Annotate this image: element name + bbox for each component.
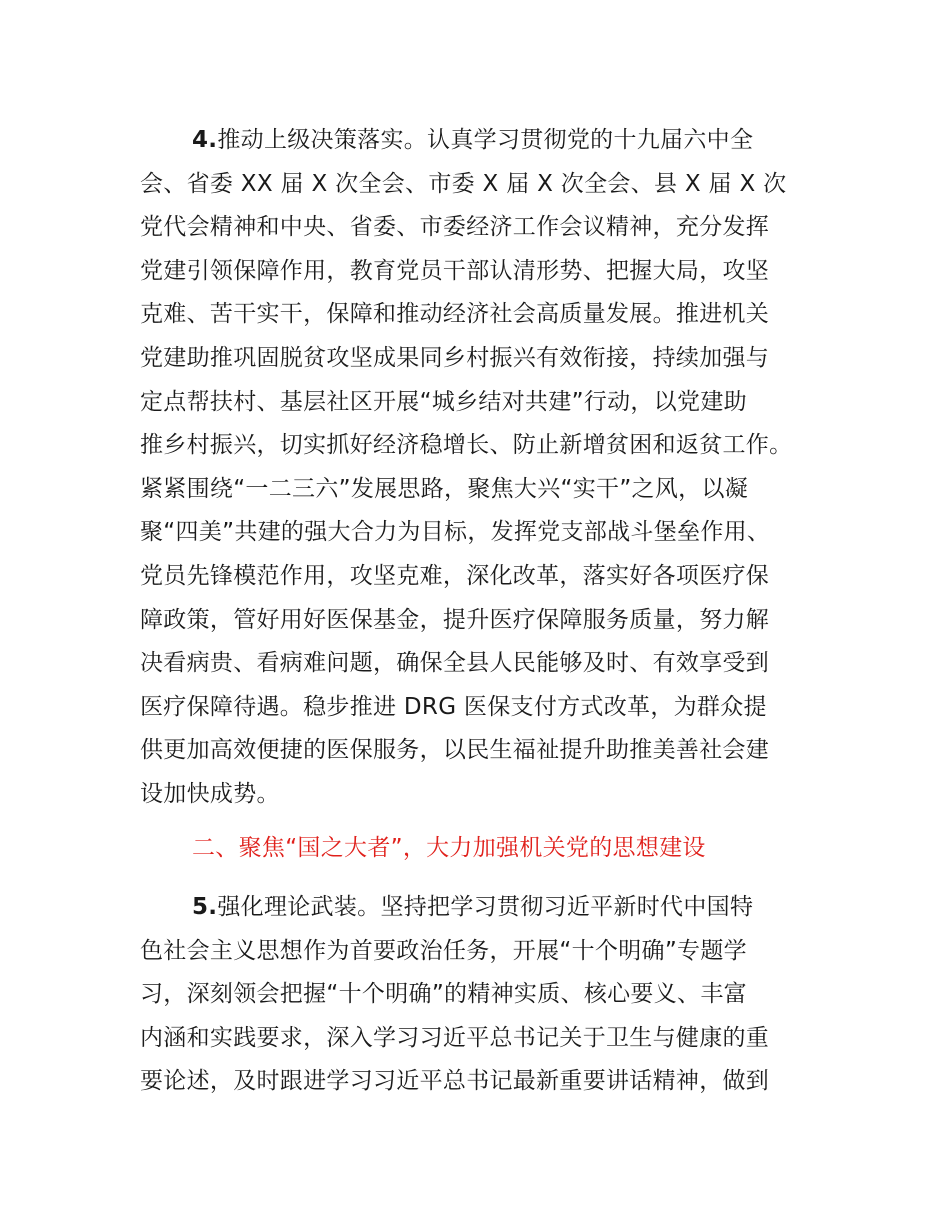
paragraph-line: 党建引领保障作用，教育党员干部认清形势、把握大局，攻坚 bbox=[140, 257, 770, 284]
paragraph-section-5 bbox=[140, 886, 840, 1104]
paragraph-line: 习，深刻领会把握“十个明确”的精神实质、核心要义、丰富 bbox=[140, 981, 747, 1008]
paragraph-line: 供更加高效便捷的医保服务，以民生福祉提升助推美善社会建 bbox=[140, 737, 770, 764]
paragraph-line: 内涵和实践要求，深入学习习近平总书记关于卫生与健康的重 bbox=[140, 1024, 770, 1051]
paragraph-line: 定点帮扶村、基层社区开展“城乡结对共建”行动，以党建助 bbox=[140, 388, 747, 415]
item-number: 4. bbox=[192, 127, 218, 153]
paragraph-line: 要论述，及时跟进学习习近平总书记最新重要讲话精神，做到 bbox=[140, 1068, 770, 1095]
section-heading: 二、聚焦“国之大者”，大力加强机关党的思想建设 bbox=[192, 835, 706, 861]
paragraph-line: 紧紧围绕“一二三六”发展思路，聚焦大兴“实干”之风，以凝 bbox=[140, 475, 749, 502]
paragraph-line: 推乡村振兴，切实抓好经济稳增长、防止新增贫困和返贫工作。 bbox=[140, 432, 793, 459]
paragraph-line: 会、省委 XX 届 X 次全会、市委 X 届 X 次全会、县 X 届 X 次 bbox=[140, 170, 787, 197]
paragraph-line: 医疗保障待遇。稳步推进 DRG 医保支付方式改革，为群众提 bbox=[140, 693, 767, 720]
paragraph-line: 克难、苦干实干，保障和推动经济社会高质量发展。推进机关 bbox=[140, 301, 770, 328]
paragraph-line: 设加快成势。 bbox=[140, 780, 280, 807]
paragraph-line: 聚“四美”共建的强大合力为目标，发挥党支部战斗堡垒作用、 bbox=[140, 519, 771, 546]
paragraph-line: 决看病贵、看病难问题，确保全县人民能够及时、有效享受到 bbox=[140, 650, 770, 677]
paragraph-section-4 bbox=[140, 119, 840, 817]
paragraph-line: 5.强化理论武装。坚持把学习贯彻习近平新时代中国特 bbox=[192, 894, 754, 920]
paragraph-line: 党建助推巩固脱贫攻坚成果同乡村振兴有效衔接，持续加强与 bbox=[140, 344, 770, 371]
paragraph-line: 色社会主义思想作为首要政治任务，开展“十个明确”专题学 bbox=[140, 937, 747, 964]
item-number: 5. bbox=[192, 894, 218, 920]
paragraph-line: 4.推动上级决策落实。认真学习贯彻党的十九届六中全 bbox=[192, 127, 754, 153]
paragraph-line: 党员先锋模范作用，攻坚克难，深化改革，落实好各项医疗保 bbox=[140, 562, 770, 589]
paragraph-line: 障政策，管好用好医保基金，提升医疗保障服务质量，努力解 bbox=[140, 606, 770, 633]
paragraph-line: 党代会精神和中央、省委、市委经济工作会议精神，充分发挥 bbox=[140, 214, 770, 241]
